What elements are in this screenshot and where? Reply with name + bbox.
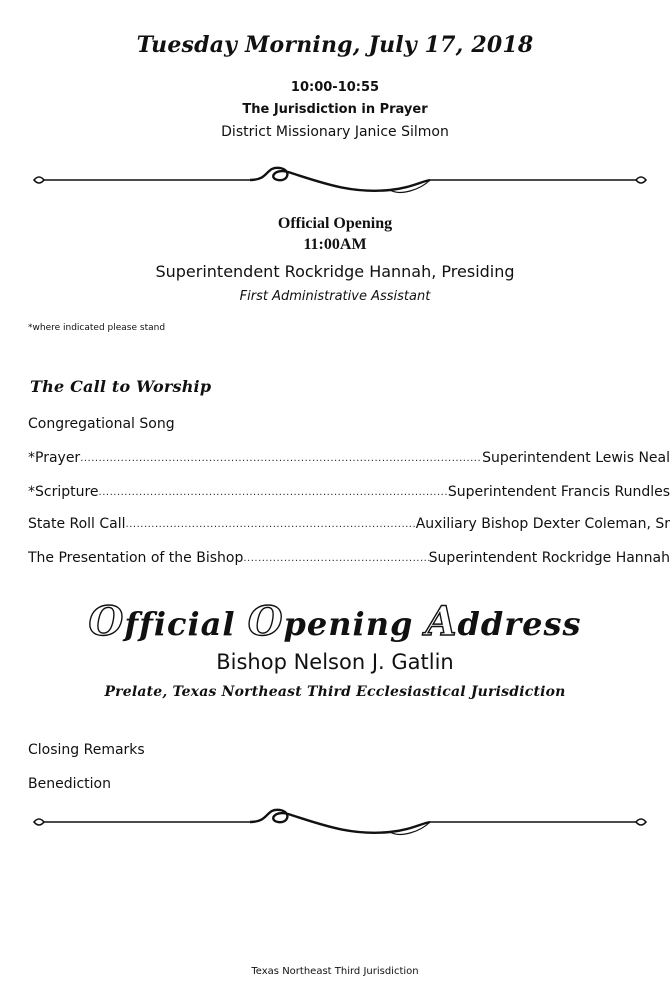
prayer-leader: District Missionary Janice Silmon: [221, 124, 449, 140]
leader-dots: [99, 484, 448, 500]
official-opening-address-heading: Official Opening Address: [88, 598, 582, 645]
program-item: *Prayer: [28, 450, 81, 466]
program-row-prayer: [28, 450, 670, 466]
prayer-time: 10:00-10:55: [290, 80, 380, 95]
leader-dots: [126, 516, 416, 532]
official-opening-title: Official Opening: [277, 215, 393, 232]
ornamental-divider-icon: [30, 160, 650, 200]
program-row-roll-call: [28, 516, 670, 532]
closing-remarks: Closing Remarks: [28, 742, 145, 758]
footer-text: Texas Northeast Third Jurisdiction: [251, 966, 419, 977]
stand-note: *where indicated please stand: [28, 323, 166, 333]
program-item: The Presentation of the Bishop: [28, 550, 244, 566]
program-person: Superintendent Lewis Neal: [482, 450, 670, 466]
call-to-worship-heading: The Call to Worship: [30, 377, 212, 396]
program-item: *Scripture: [28, 484, 99, 500]
congregational-song: Congregational Song: [28, 416, 175, 432]
program-person: Superintendent Rockridge Hannah: [428, 550, 670, 566]
page-title: Tuesday Morning, July 17, 2018: [136, 32, 534, 58]
program-person: Superintendent Francis Rundles: [447, 484, 670, 500]
presiding-role: First Administrative Assistant: [239, 289, 431, 304]
program-row-scripture: [28, 484, 670, 500]
benediction: Benediction: [28, 776, 111, 792]
bishop-title: Prelate, Texas Northeast Third Ecclesiastical Jurisdiction: [104, 684, 566, 700]
leader-dots: [243, 550, 428, 566]
leader-dots: [80, 450, 482, 466]
ornamental-divider-icon: [30, 802, 650, 842]
program-item: State Roll Call: [28, 516, 126, 532]
presiding-officer: Superintendent Rockridge Hannah, Presiding: [155, 262, 515, 281]
program-person: Auxiliary Bishop Dexter Coleman, Sr: [415, 516, 670, 532]
prayer-session-title: The Jurisdiction in Prayer: [242, 102, 428, 117]
official-opening-time: 11:00AM: [303, 236, 367, 253]
program-row-presentation: [28, 550, 670, 566]
bishop-name: Bishop Nelson J. Gatlin: [216, 650, 454, 674]
